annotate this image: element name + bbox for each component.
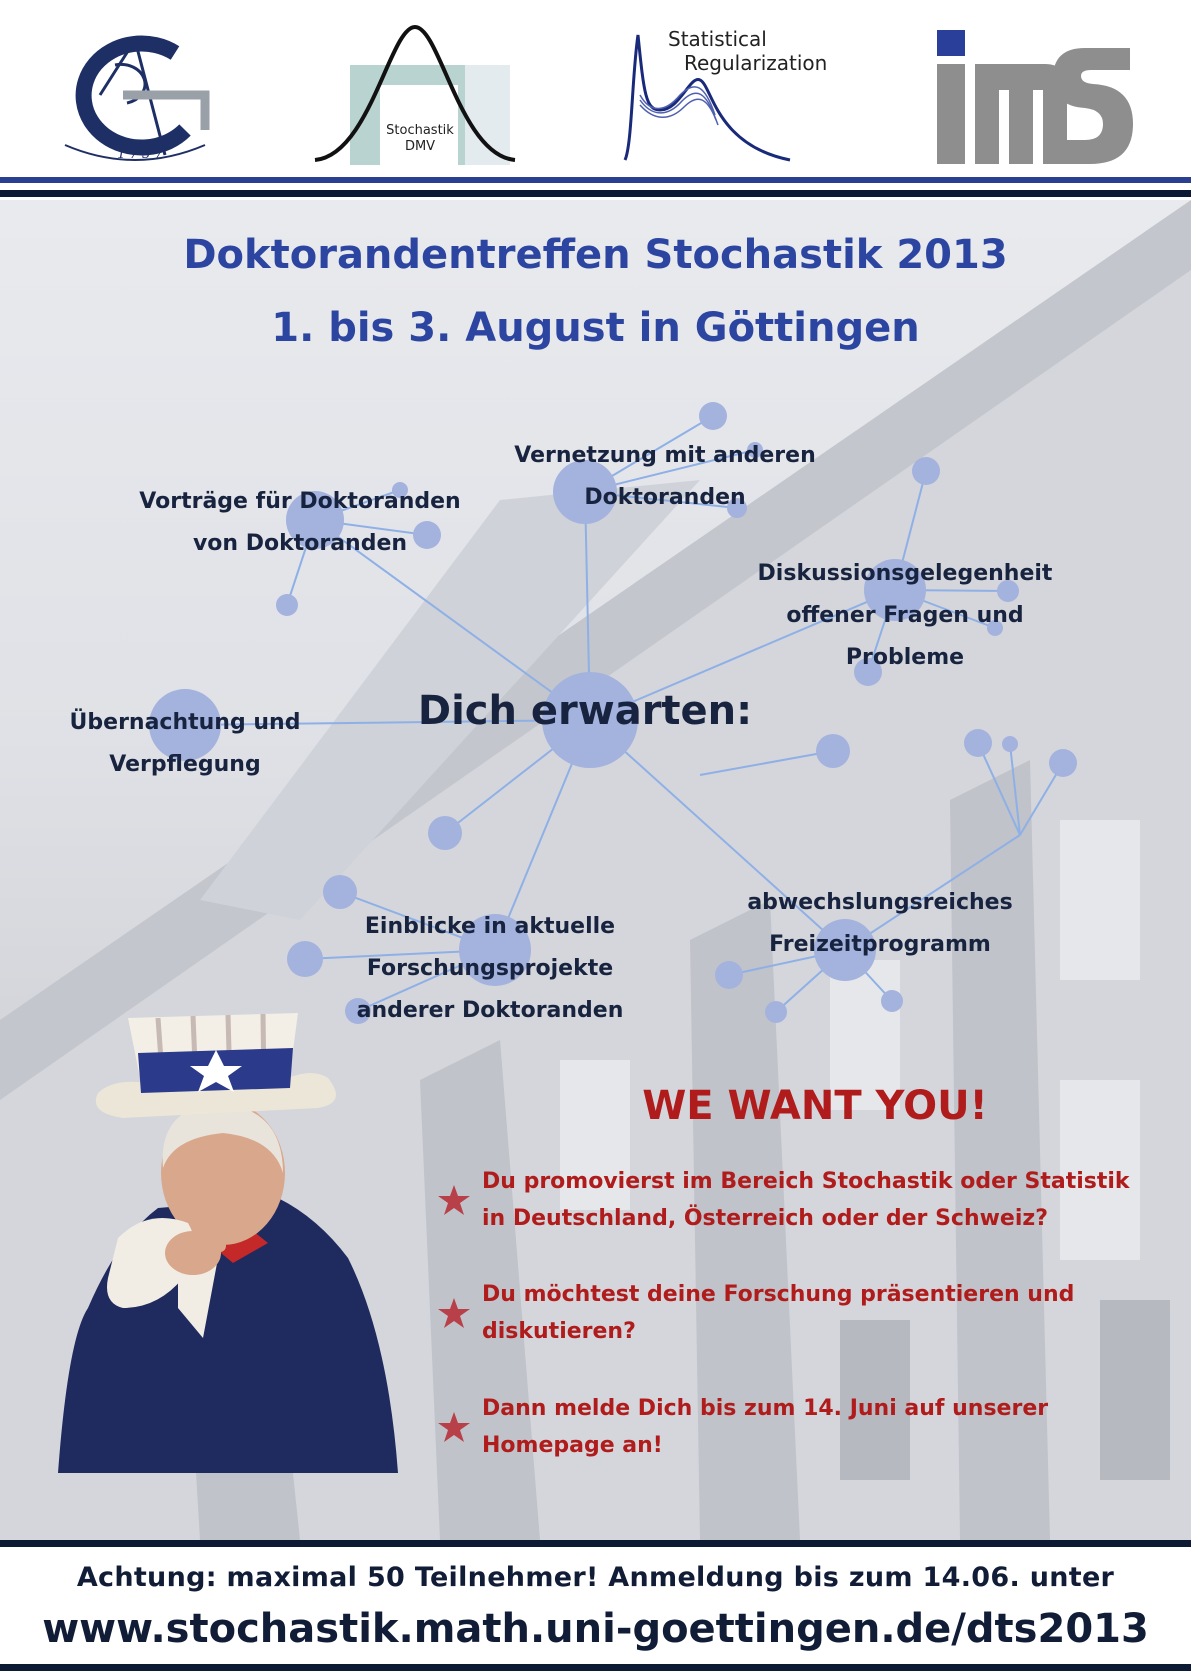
ims-logo-icon: [935, 28, 1135, 168]
label-line: Diskussionsgelegenheit: [757, 561, 1053, 586]
want-item-3: [432, 1390, 1152, 1470]
want-item-1: [432, 1163, 1152, 1243]
want-text-line: Du möchtest deine Forschung präsentieren und: [482, 1282, 1075, 1307]
label-line: Einblicke in aktuelle: [364, 914, 616, 939]
label-line: Doktoranden: [584, 485, 746, 510]
star-icon: [437, 1296, 471, 1330]
label-line: von Doktoranden: [192, 531, 408, 556]
want-text-line: in Deutschland, Österreich oder der Schweiz?: [482, 1206, 1048, 1231]
header-rule-navy: [0, 190, 1191, 197]
star-icon: [437, 1183, 471, 1217]
logo-dmv: [310, 25, 520, 165]
label-line: Vorträge für Doktoranden: [139, 489, 461, 514]
footer-url[interactable]: www.stochastik.math.uni-goettingen.de/dts2013: [42, 1606, 1149, 1652]
satellite-node: [428, 816, 462, 850]
network-center-label: Dich erwarten:: [417, 688, 753, 734]
header-rule-blue: [0, 177, 1191, 183]
label-line: anderer Doktoranden: [356, 998, 624, 1023]
label-line: Übernachtung und: [69, 710, 301, 735]
reg-label-2: Regularization: [684, 51, 828, 75]
label-line: abwechslungsreiches: [747, 890, 1013, 915]
goettingen-seal-icon: [55, 35, 215, 165]
want-text-line: diskutieren?: [482, 1319, 636, 1344]
satellite-node: [964, 729, 992, 757]
label-freizeit: [700, 882, 1060, 966]
label-line: Probleme: [845, 645, 965, 670]
label-uebernachtung: [35, 702, 335, 786]
logo-ims: [935, 28, 1135, 168]
satellite-node: [323, 875, 357, 909]
want-item-2: [432, 1276, 1152, 1356]
label-line: Vernetzung mit anderen: [514, 443, 816, 468]
satellite-node: [912, 457, 940, 485]
label-line: Forschungsprojekte: [366, 956, 614, 981]
satellite-node: [1049, 749, 1077, 777]
label-vortraege: [95, 481, 505, 565]
reg-label-1: Statistical: [668, 27, 767, 51]
we-want-you-heading: WE WANT YOU!: [642, 1083, 988, 1129]
uncle-sam-icon: [28, 1008, 408, 1473]
satellite-node: [276, 594, 298, 616]
dmv-label-2: DMV: [404, 139, 436, 154]
edge: [1010, 744, 1020, 835]
dmv-label-1: Stochastik: [386, 123, 454, 138]
event-title: Doktorandentreffen Stochastik 2013: [183, 232, 1008, 278]
want-text-line: Dann melde Dich bis zum 14. Juni auf unserer: [482, 1396, 1049, 1421]
satellite-node: [765, 1001, 787, 1023]
footer-notice: Achtung: maximal 50 Teilnehmer! Anmeldung bis zum 14.06. unter: [76, 1562, 1115, 1593]
seal-year: 1 7 3 7: [117, 147, 163, 162]
uncle-sam-illustration: [28, 1008, 408, 1473]
label-diskussion: [700, 553, 1110, 679]
label-line: offener Fragen und: [786, 603, 1024, 628]
satellite-node: [881, 990, 903, 1012]
satellite-node: [816, 734, 850, 768]
footer-rule-bottom: [0, 1664, 1191, 1671]
label-line: Freizeitprogramm: [769, 932, 991, 957]
logo-statistical-regularization: [620, 25, 840, 165]
label-line: Verpflegung: [109, 752, 261, 777]
label-vernetzung: [460, 435, 870, 519]
logo-goettingen: [55, 35, 215, 165]
satellite-node: [1002, 736, 1018, 752]
footer-rule-top: [0, 1540, 1191, 1547]
star-icon: [437, 1410, 471, 1444]
edge: [700, 751, 833, 775]
event-date: 1. bis 3. August in Göttingen: [271, 305, 920, 351]
want-text-line: Homepage an!: [482, 1433, 663, 1458]
edge: [978, 743, 1020, 835]
want-text-line: Du promovierst im Bereich Stochastik oder Statistik: [482, 1169, 1130, 1194]
satellite-node: [699, 402, 727, 430]
